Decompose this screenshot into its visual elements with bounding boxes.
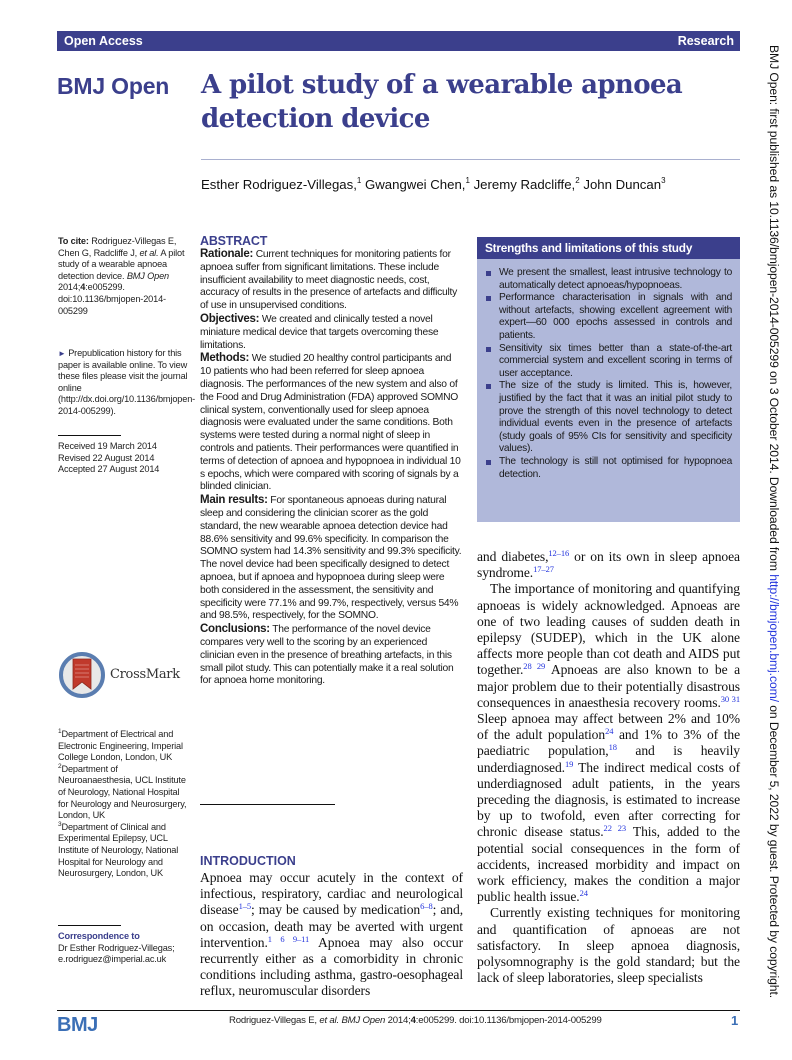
- strengths-heading: Strengths and limitations of this study: [477, 237, 740, 259]
- revised-date: Revised 22 August 2014: [58, 452, 155, 463]
- intro-paragraph-continued: and diabetes,$^{12-16}$ or on its own in sleep apnoea syndrome.$^{17-27}$: [477, 548, 740, 581]
- author: Gwangwei Chen,$^1$: [365, 176, 470, 192]
- reference-link[interactable]: 6–8: [420, 901, 433, 912]
- abstract-results: Main results: For spontaneous apnoeas during natural sleep and considering the clinician scorer as the gold standard, the new wearable apnoea detection device had 88.6% sensitivity and 99.6% specificity. In comparison the SOMNO system had 14.3% sensitivity and 99.3% specificity. The novel device had been specifically designed to detect apnoea, but if apnoea and hypopnoea during sleep were both considered in the assessment, the sensitivity and specificity were 77.1% and 99.7%, respectively, versus 54% and 98.5%, respectively, for the SOMNO.: [200, 494, 462, 622]
- affiliations: [58, 729, 188, 880]
- introduction-heading: INTRODUCTION: [200, 854, 296, 868]
- title-divider: [201, 159, 740, 160]
- accepted-date: Accepted 27 August 2014: [58, 464, 160, 475]
- abstract-objectives: Objectives: We created and clinically tested a novel miniature medical device that targets overcoming these limitations.: [200, 312, 439, 351]
- abstract-rationale: Rationale: Current techniques for monitoring patients for apnoea suffer from significant limitations. These include insufficient availability to meet diagnostic needs, cost, accuracy of results in the presence of artefacts and difficulty of use in unsupervised conditions.: [200, 248, 458, 312]
- open-access-label: Open Access: [64, 34, 143, 48]
- header-bar: [57, 31, 740, 51]
- square-bullet-icon: [486, 460, 491, 465]
- introduction: [200, 854, 463, 1000]
- download-notice: BMJ Open: first published as 10.1136/bmjopen-2014-005299 on 3 October 2014. Downloaded from http://bmjopen.bmj.com/ on December 5, 2022 by guest. Protected by copyright.: [767, 45, 781, 999]
- footer-citation: Rodriguez-Villegas E, et al. BMJ Open 2014;4:e005299. doi:10.1136/bmjopen-2014-005299: [229, 1015, 602, 1026]
- list-item: The size of the study is limited. This is, however, justified by the fact that it was an initial pilot study to prove the strength of this novel technology to detect individual events even in the presence of artefacts (study goals of 95% CIs for sensitivity and specificity values).: [485, 380, 732, 456]
- reference-link[interactable]: 1 6 9–11: [267, 933, 310, 944]
- intro-paragraph: Currently existing techniques for monitoring and quantification of apnoeas are not satisfactory. In sleep apnoea diagnosis, polysomnography is the gold standard; but the lack of sleep laboratories, sleep specialists: [477, 905, 740, 986]
- reference-link[interactable]: 12–16: [548, 548, 570, 558]
- correspondence: Correspondence to Dr Esther Rodriguez-Villegas; e.rodriguez@imperial.ac.uk: [58, 931, 188, 966]
- crossmark-badge[interactable]: [58, 649, 188, 705]
- square-bullet-icon: [486, 271, 491, 276]
- section-label: Research: [677, 34, 734, 48]
- body-right-column: [477, 549, 740, 986]
- author-list: [201, 177, 666, 192]
- journal-url-link[interactable]: http://bmjopen.bmj.com/: [767, 574, 781, 702]
- affiliation: $^3$Department of Clinical and Experimental Epilepsy, UCL Institute of Neurology, National Hospital for Neurology and Neurosurgery, London, UK: [58, 820, 179, 879]
- prepub-link[interactable]: Prepublication history for this paper is available online. To view these files please visit the journal online (http://dx.doi.org/10.1136/bmjopen-2014-005299).: [58, 348, 196, 416]
- article-title: A pilot study of a wearable apnoea detection device: [201, 70, 683, 134]
- list-item: Sensitivity six times better than a state-of-the-art commercial system and excellent scoring in terms of user acceptance.: [485, 343, 732, 381]
- strengths-limitations-box: [477, 237, 740, 522]
- abstract-divider: [200, 804, 335, 805]
- square-bullet-icon: [486, 347, 491, 352]
- list-item: We present the smallest, least intrusive technology to automatically detect apnoeas/hypopnoeas.: [485, 267, 732, 292]
- received-date: Received 19 March 2014: [58, 441, 157, 451]
- citation-block: To cite: Rodriguez-Villegas E, Chen G, Radcliffe J, et al. A pilot study of a wearable apnoea detection device. BMJ Open 2014;4:e005299. doi:10.1136/bmjopen-2014-005299: [58, 236, 185, 316]
- reference-link[interactable]: 19: [564, 758, 574, 769]
- square-bullet-icon: [486, 296, 491, 301]
- affiliation: $^2$Department of Neuroanaesthesia, UCL Institute of Neurology, National Hospital for Neurology and Neurosurgery, London, UK: [58, 762, 187, 821]
- intro-paragraph: The importance of monitoring and quantifying apnoeas is widely acknowledged. Apnoeas are one of two leading causes of sudden death in epilepsy (SUDEP), which in the UK alone affects more people than cot death and AIDS put together.$^{28 29}$ Apnoeas are also known to be a major problem due to their potentially disastrous consequences in anaesthesia recovery rooms.$^{30 31}$ Sleep apnoea may affect between 2% and 10% of the adult population$^{24}$ and 1% to 3% of the paediatric population,$^{18}$ and is heavily underdiagnosed.$^{19}$ The indirect medical costs of underdiagnosed adult patients, in the years preceding the diagnosis, is estimated to increase by up to twofold, even after correcting for chronic disease status.$^{22 23}$ This, added to the potential social consequences in the form of accidents, increased morbidity and impact on work efficiency, makes the condition a major public health issue.$^{24}$: [477, 581, 741, 905]
- reference-link[interactable]: 24: [579, 888, 588, 899]
- crossmark-icon: [58, 649, 106, 701]
- prepublication-note: [58, 348, 196, 418]
- square-bullet-icon: [486, 384, 491, 389]
- reference-link[interactable]: 30 31: [720, 693, 740, 704]
- email-link[interactable]: e.rodriguez@imperial.ac.uk: [58, 954, 167, 965]
- abstract-heading: ABSTRACT: [200, 234, 268, 248]
- abstract-methods: Methods: We studied 20 healthy control participants and 10 patients who had been referred for sleep apnoea diagnosis. The performances of the new system and also of the Food and Drug Administration (FDA) approved SOMNO clinical system, conventionally used for sleep apnoea diagnosis were evaluated under the same conditions. Both systems were tested during a normal night of sleep in controls and patients. Their performances were quantified in terms of detection of apnoea and hypopnoea in individual 10 s epochs, which were compared with scoring of signals by a blinded clinician.: [200, 352, 461, 493]
- affiliation: $^1$Department of Electrical and Electronic Engineering, Imperial College London, London, UK: [58, 728, 183, 763]
- sidebar-divider: [58, 435, 121, 436]
- reference-link[interactable]: 1–5: [238, 901, 252, 912]
- sidebar-divider: [58, 925, 121, 926]
- crossmark-label: CrossMark: [110, 667, 180, 682]
- strengths-list: [477, 259, 740, 481]
- abstract-conclusions: Conclusions: The performance of the novel device compares very well to the scoring by an experienced clinician even in the presence of breathing artefacts, in this small pilot study. This can potentially make it a real solution for apnoea home monitoring.: [200, 623, 454, 687]
- reference-link[interactable]: 17–27: [533, 564, 554, 575]
- bmj-logo: BMJ: [57, 1014, 98, 1036]
- footer-divider: [57, 1010, 740, 1011]
- author: Jeremy Radcliffe,$^2$: [473, 176, 580, 192]
- dates-block: [58, 441, 188, 476]
- list-item: Performance characterisation in signals with and without artefacts, showing excellent agreement with expert—60 000 epochs assessed in controls and patients.: [485, 292, 732, 342]
- author: Esther Rodriguez-Villegas,$^1$: [201, 176, 362, 192]
- page-number: 1: [731, 1013, 739, 1028]
- list-item: The technology is still not optimised for hypopnoea detection.: [485, 456, 732, 481]
- arrow-right-icon: ►: [58, 349, 66, 358]
- reference-link[interactable]: 24: [605, 726, 614, 737]
- abstract: [200, 234, 462, 688]
- author: John Duncan$^3$: [583, 176, 666, 192]
- reference-link[interactable]: 28 29: [523, 661, 546, 672]
- intro-paragraph: Apnoea may occur acutely in the context of infectious, respiratory, cardiac and neurological disease$^{1-5}$; may be caused by medication$^{6-8}$; and, on occasion, death may be averted with urgent intervention.$^{1 6 9-11}$ Apnoea may also occur recurrently either as a comorbidity in chronic conditions including asthma, gastro-oesophageal reflux, neuromuscular disorders: [200, 870, 464, 999]
- journal-logo: BMJ Open: [57, 73, 170, 99]
- reference-link[interactable]: 22 23: [603, 823, 627, 834]
- reference-link[interactable]: 18: [608, 742, 617, 753]
